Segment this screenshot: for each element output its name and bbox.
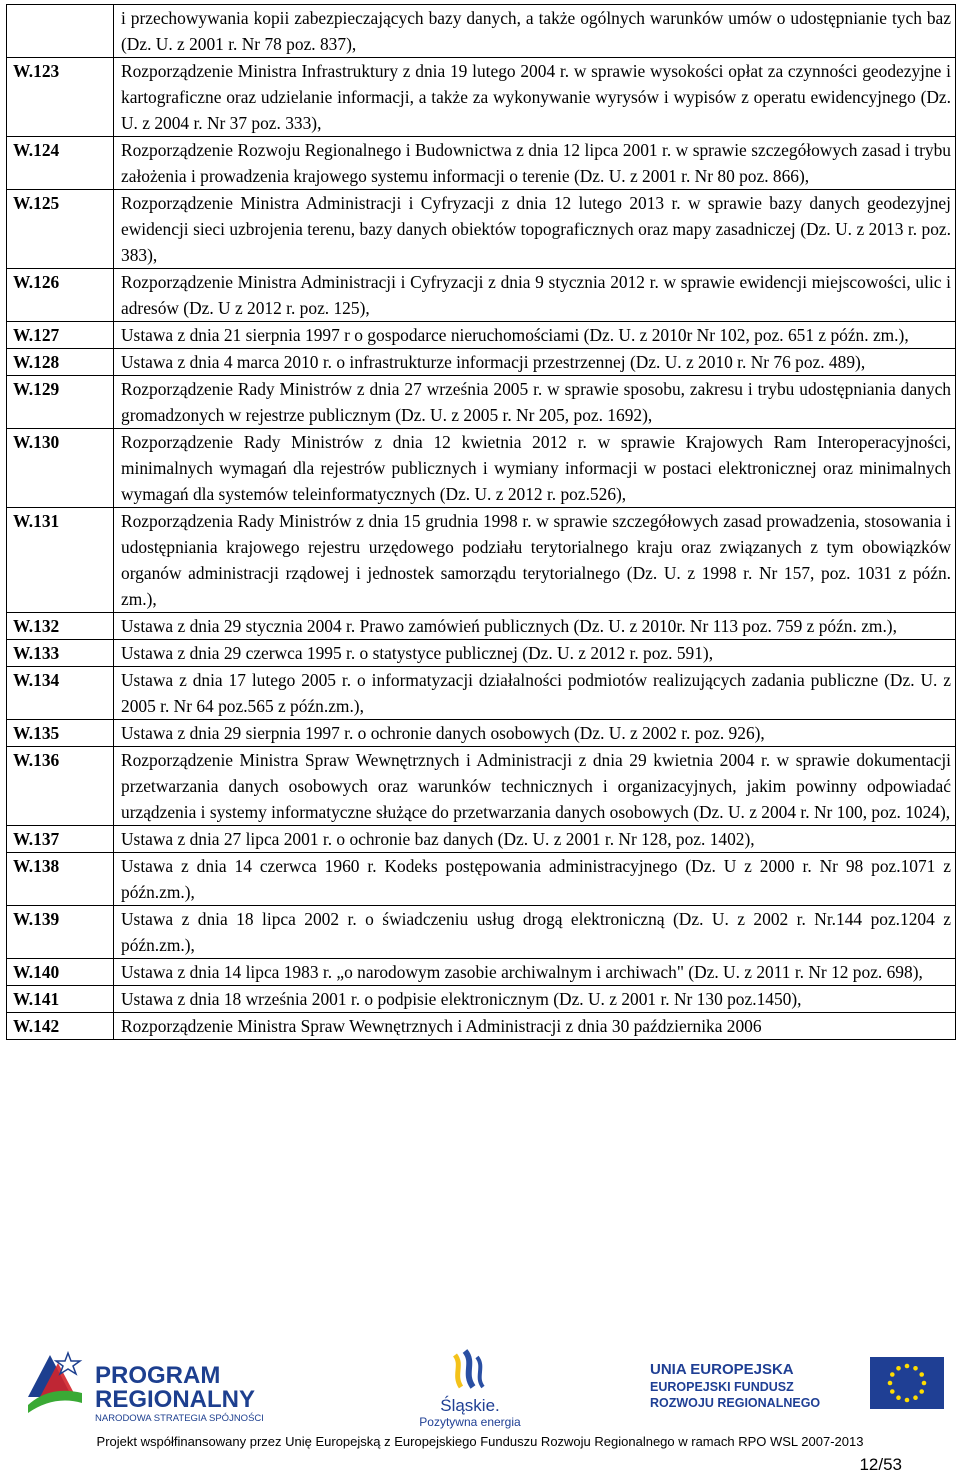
reference-row bbox=[7, 349, 956, 376]
unia-europejska-logo bbox=[630, 1357, 950, 1417]
continuation-row bbox=[7, 5, 956, 58]
reference-code: W.142 bbox=[7, 1013, 114, 1040]
slaskie-name: Śląskie. bbox=[440, 1396, 500, 1415]
reference-text: Rozporządzenie Ministra Infrastruktury z dnia 19 lutego 2004 r. w sprawie wysokości opłat za czynności geodezyjne i kartograficzne oraz udzielanie informacji, a także za wykonywanie wyrysów i wypisów z operatu ewidencyjnego (Dz. U. z 2004 r. Nr 37 poz. 333), bbox=[114, 58, 956, 137]
reference-row bbox=[7, 613, 956, 640]
slaskie-logo bbox=[395, 1345, 545, 1430]
page-number: 12/53 bbox=[859, 1455, 902, 1474]
reference-code: W.131 bbox=[7, 508, 114, 613]
continuation-code-cell bbox=[7, 5, 114, 58]
eu-star-icon bbox=[890, 1389, 895, 1394]
eu-star-icon bbox=[913, 1366, 918, 1371]
program-line2: REGIONALNY bbox=[95, 1386, 256, 1413]
reference-text: Ustawa z dnia 17 lutego 2005 r. o informatyzacji działalności podmiotów realizujących zadania publiczne (Dz. U. z 2005 r. Nr 64 poz.565 z późn.zm.), bbox=[114, 667, 956, 720]
reference-row bbox=[7, 640, 956, 667]
eu-star-icon bbox=[888, 1381, 893, 1386]
reference-text: Ustawa z dnia 29 czerwca 1995 r. o statystyce publicznej (Dz. U. z 2012 r. poz. 591), bbox=[114, 640, 956, 667]
reference-text: Ustawa z dnia 27 lipca 2001 r. o ochronie baz danych (Dz. U. z 2001 r. Nr 128, poz. 1402), bbox=[114, 826, 956, 853]
reference-text: Rozporządzenie Rady Ministrów z dnia 12 kwietnia 2012 r. w sprawie Krajowych Ram Interoperacyjności, minimalnych wymagań dla rejestrów publicznych i wymiany informacji w postaci elektronicznej oraz minimalnych wymagań dla systemów teleinformatycznych (Dz. U. z 2012 r. poz.526), bbox=[114, 429, 956, 508]
reference-text: Ustawa z dnia 18 lipca 2002 r. o świadczeniu usług drogą elektroniczną (Dz. U. z 2002 r. Nr.144 poz.1204 z późn.zm.), bbox=[114, 906, 956, 959]
eu-star-icon bbox=[896, 1395, 901, 1400]
reference-code: W.137 bbox=[7, 826, 114, 853]
reference-code: W.129 bbox=[7, 376, 114, 429]
ue-line2: EUROPEJSKI FUNDUSZ bbox=[650, 1380, 794, 1394]
reference-code: W.141 bbox=[7, 986, 114, 1013]
reference-row bbox=[7, 1013, 956, 1040]
slaskie-slogan: Pozytywna energia bbox=[419, 1415, 521, 1429]
reference-row bbox=[7, 747, 956, 826]
reference-code: W.140 bbox=[7, 959, 114, 986]
eu-star-icon bbox=[913, 1395, 918, 1400]
reference-row bbox=[7, 720, 956, 747]
reference-text: Rozporządzenia Rady Ministrów z dnia 15 grudnia 1998 r. w sprawie szczegółowych zasad prowadzenia, stosowania i udostępniania krajowego rejestru urzędowego podziału terytorialnego kraju oraz związanych z tym obowiązków organów administracji rządowej i jednostek samorządu terytorialnego (Dz. U. z 1998 r. Nr 157, poz. 1031 z późn. zm.), bbox=[114, 508, 956, 613]
reference-text: Ustawa z dnia 14 czerwca 1960 r. Kodeks postępowania administracyjnego (Dz. U z 2000 r. Nr 98 poz.1071 z późn.zm.), bbox=[114, 853, 956, 906]
reference-code: W.130 bbox=[7, 429, 114, 508]
reference-row bbox=[7, 986, 956, 1013]
eu-star-icon bbox=[896, 1366, 901, 1371]
reference-code: W.127 bbox=[7, 322, 114, 349]
reference-text: Rozporządzenie Ministra Spraw Wewnętrznych i Administracji z dnia 29 kwietnia 2004 r. w sprawie dokumentacji przetwarzania danych osobowych oraz warunków technicznych i organizacyjnych, jakim powinny odpowiadać urządzenia i systemy informatyczne służące do przetwarzania danych osobowych (Dz. U. z 2004 r. Nr 100, poz. 1024), bbox=[114, 747, 956, 826]
reference-text: Rozporządzenie Ministra Administracji i Cyfryzacji z dnia 12 lutego 2013 r. w sprawie bazy danych geodezyjnej ewidencji sieci uzbrojenia terenu, bazy danych obiektów topograficznych oraz mapy zasadniczej (Dz. U. z 2013 r. poz. 383), bbox=[114, 190, 956, 269]
reference-row bbox=[7, 826, 956, 853]
reference-row bbox=[7, 58, 956, 137]
reference-row bbox=[7, 853, 956, 906]
reference-code: W.123 bbox=[7, 58, 114, 137]
reference-text: Rozporządzenie Rozwoju Regionalnego i Budownictwa z dnia 12 lipca 2001 r. w sprawie szczegółowych zasad i trybu założenia i prowadzenia krajowego systemu informacji o terenie (Dz. U. z 2001 r. Nr 80 poz. 866), bbox=[114, 137, 956, 190]
reference-row bbox=[7, 667, 956, 720]
reference-row bbox=[7, 906, 956, 959]
eu-star-icon bbox=[905, 1364, 910, 1369]
reference-row bbox=[7, 269, 956, 322]
reference-text: Ustawa z dnia 21 sierpnia 1997 r o gospodarce nieruchomościami (Dz. U. z 2010r Nr 102, poz. 651 z późn. zm.), bbox=[114, 322, 956, 349]
reference-text: Ustawa z dnia 18 września 2001 r. o podpisie elektronicznym (Dz. U. z 2001 r. Nr 130 poz.1450), bbox=[114, 986, 956, 1013]
reference-code: W.135 bbox=[7, 720, 114, 747]
reference-text: Ustawa z dnia 29 stycznia 2004 r. Prawo zamówień publicznych (Dz. U. z 2010r. Nr 113 poz. 759 z późn. zm.), bbox=[114, 613, 956, 640]
reference-code: W.133 bbox=[7, 640, 114, 667]
references-table bbox=[6, 4, 956, 1040]
reference-text: Ustawa z dnia 14 lipca 1983 r. „o narodowym zasobie archiwalnym i archiwach" (Dz. U. z 2011 r. Nr 12 poz. 698), bbox=[114, 959, 956, 986]
program-line3: NARODOWA STRATEGIA SPÓJNOŚCI bbox=[95, 1413, 264, 1424]
reference-code: W.134 bbox=[7, 667, 114, 720]
eu-star-icon bbox=[919, 1372, 924, 1377]
program-regionalny-logo bbox=[20, 1345, 340, 1425]
reference-row bbox=[7, 190, 956, 269]
reference-code: W.126 bbox=[7, 269, 114, 322]
reference-row bbox=[7, 429, 956, 508]
reference-row bbox=[7, 959, 956, 986]
reference-code: W.128 bbox=[7, 349, 114, 376]
continuation-text: i przechowywania kopii zabezpieczających bazy danych, a także ogólnych warunków umów o udostępnianie tych baz (Dz. U. z 2001 r. Nr 78 poz. 837), bbox=[114, 5, 956, 58]
reference-text: Rozporządzenie Ministra Spraw Wewnętrznych i Administracji z dnia 30 października 2006 bbox=[114, 1013, 956, 1040]
reference-text: Ustawa z dnia 4 marca 2010 r. o infrastrukturze informacji przestrzennej (Dz. U. z 2010 r. Nr 76 poz. 489), bbox=[114, 349, 956, 376]
footer-text: Projekt współfinansowany przez Unię Europejską z Europejskiego Funduszu Rozwoju Regionalnego w ramach RPO WSL 2007-2013 bbox=[96, 1434, 864, 1449]
reference-text: Ustawa z dnia 29 sierpnia 1997 r. o ochronie danych osobowych (Dz. U. z 2002 r. poz. 926), bbox=[114, 720, 956, 747]
reference-text: Rozporządzenie Rady Ministrów z dnia 27 września 2005 r. w sprawie sposobu, zakresu i trybu udostępniania danych gromadzonych w rejestrze publicznym (Dz. U. z 2005 r. Nr 205, poz. 1692), bbox=[114, 376, 956, 429]
reference-row bbox=[7, 376, 956, 429]
eu-flag-icon bbox=[870, 1357, 944, 1409]
eu-star-icon bbox=[922, 1381, 927, 1386]
eu-star-icon bbox=[919, 1389, 924, 1394]
reference-code: W.138 bbox=[7, 853, 114, 906]
reference-row bbox=[7, 322, 956, 349]
eu-star-icon bbox=[905, 1398, 910, 1403]
reference-code: W.139 bbox=[7, 906, 114, 959]
ue-line3: ROZWOJU REGIONALNEGO bbox=[650, 1396, 821, 1410]
logos-bar bbox=[0, 1345, 960, 1430]
reference-code: W.136 bbox=[7, 747, 114, 826]
reference-text: Rozporządzenie Ministra Administracji i Cyfryzacji z dnia 9 stycznia 2012 r. w sprawie ewidencji miejscowości, ulic i adresów (Dz. U z 2012 r. poz. 125), bbox=[114, 269, 956, 322]
reference-code: W.124 bbox=[7, 137, 114, 190]
reference-code: W.132 bbox=[7, 613, 114, 640]
ue-line1: UNIA EUROPEJSKA bbox=[650, 1361, 794, 1378]
eu-star-icon bbox=[890, 1372, 895, 1377]
reference-row bbox=[7, 137, 956, 190]
program-line1: PROGRAM bbox=[95, 1362, 221, 1389]
reference-row bbox=[7, 508, 956, 613]
reference-code: W.125 bbox=[7, 190, 114, 269]
